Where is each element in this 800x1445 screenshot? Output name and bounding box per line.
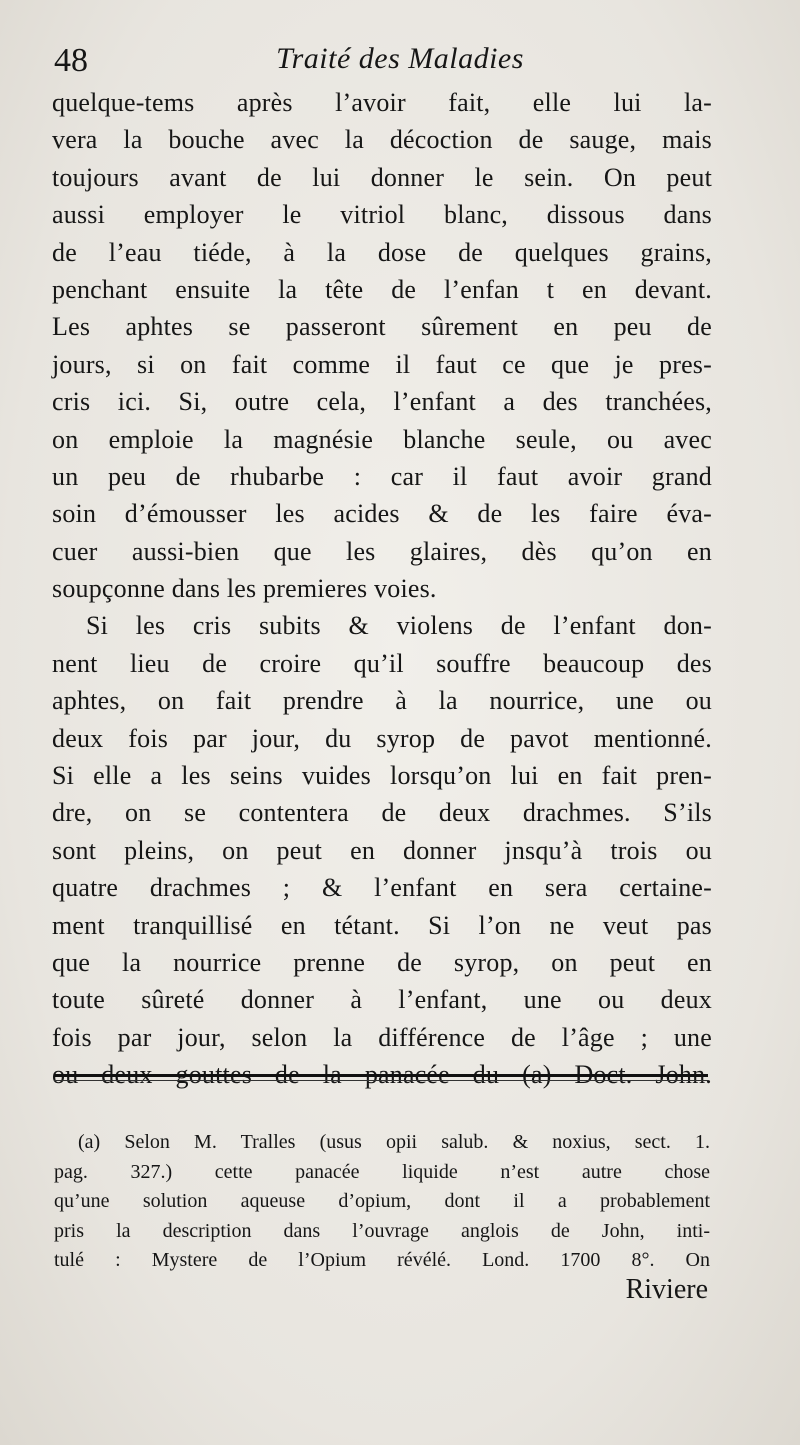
- text-line: deux fois par jour, du syrop de pavot mentionné.: [52, 723, 712, 753]
- text-line: ou deux gouttes de la panacée du (a) Doct. John.: [52, 1060, 712, 1090]
- text-line: sont pleins, on peut en donner jnsqu’à trois ou: [52, 835, 712, 865]
- text-line: Si elle a les seins vuides lorsqu’on lui en fait pren-: [52, 761, 712, 791]
- text-line: Les aphtes se passeront sûrement en peu de: [52, 312, 712, 342]
- text-line: un peu de rhubarbe : car il faut avoir grand: [52, 461, 712, 491]
- page-header: [40, 38, 760, 88]
- footnote: [54, 1128, 710, 1276]
- text-line: on emploie la magnésie blanche seule, ou avec: [52, 424, 712, 454]
- text-line: de l’eau tiéde, à la dose de quelques grains,: [52, 237, 712, 267]
- text-line: aussi employer le vitriol blanc, dissous dans: [52, 200, 712, 230]
- text-line: quatre drachmes ; & l’enfant en sera certaine-: [52, 873, 712, 903]
- text-line: toute sûreté donner à l’enfant, une ou deux: [52, 985, 712, 1015]
- text-line: penchant ensuite la tête de l’enfan t en devant.: [52, 274, 712, 304]
- footnote-line: (a) Selon M. Tralles (usus opii salub. & noxius, sect. 1.: [78, 1131, 710, 1153]
- text-line: ment tranquillisé en tétant. Si l’on ne veut pas: [52, 910, 712, 940]
- text-line: cuer aussi-bien que les glaires, dès qu’on en: [52, 536, 712, 566]
- text-line: quelque-tems après l’avoir fait, elle lui la-: [52, 88, 712, 117]
- footnote-line: pag. 327.) cette panacée liquide n’est autre chose: [54, 1160, 710, 1183]
- text-line: jours, si on fait comme il faut ce que je pres-: [52, 349, 712, 379]
- text-line: Si les cris subits & violens de l’enfant don-: [86, 611, 712, 641]
- text-line: aphtes, on fait prendre à la nourrice, une ou: [52, 686, 712, 716]
- text-line: toujours avant de lui donner le sein. On peut: [52, 162, 712, 192]
- text-line: nent lieu de croire qu’il souffre beaucoup des: [52, 648, 712, 678]
- text-line: que la nourrice prenne de syrop, on peut en: [52, 947, 712, 977]
- text-line: fois par jour, selon la différence de l’âge ; une: [52, 1022, 712, 1052]
- footnote-separator-rule: [54, 1074, 708, 1081]
- text-line: dre, on se contentera de deux drachmes. S’ils: [52, 798, 712, 828]
- text-line: vera la bouche avec la décoction de sauge, mais: [52, 125, 712, 155]
- body-text: [52, 84, 712, 1094]
- page-number: 48: [54, 42, 88, 79]
- footnote-line: tulé : Mystere de l’Opium révélé. Lond. 1700 8°. On: [54, 1249, 710, 1271]
- footnote-line: pris la description dans l’ouvrage anglois de John, inti-: [54, 1219, 710, 1242]
- text-line: cris ici. Si, outre cela, l’enfant a des tranchées,: [52, 387, 712, 417]
- text-line: soupçonne dans les premieres voies.: [52, 574, 437, 604]
- running-title: Traité des Maladies: [276, 42, 524, 75]
- text-line: soin d’émousser les acides & de les faire éva-: [52, 499, 712, 529]
- footnote-line: qu’une solution aqueuse d’opium, dont il a probablement: [54, 1190, 710, 1212]
- catchword: Riviere: [625, 1274, 708, 1305]
